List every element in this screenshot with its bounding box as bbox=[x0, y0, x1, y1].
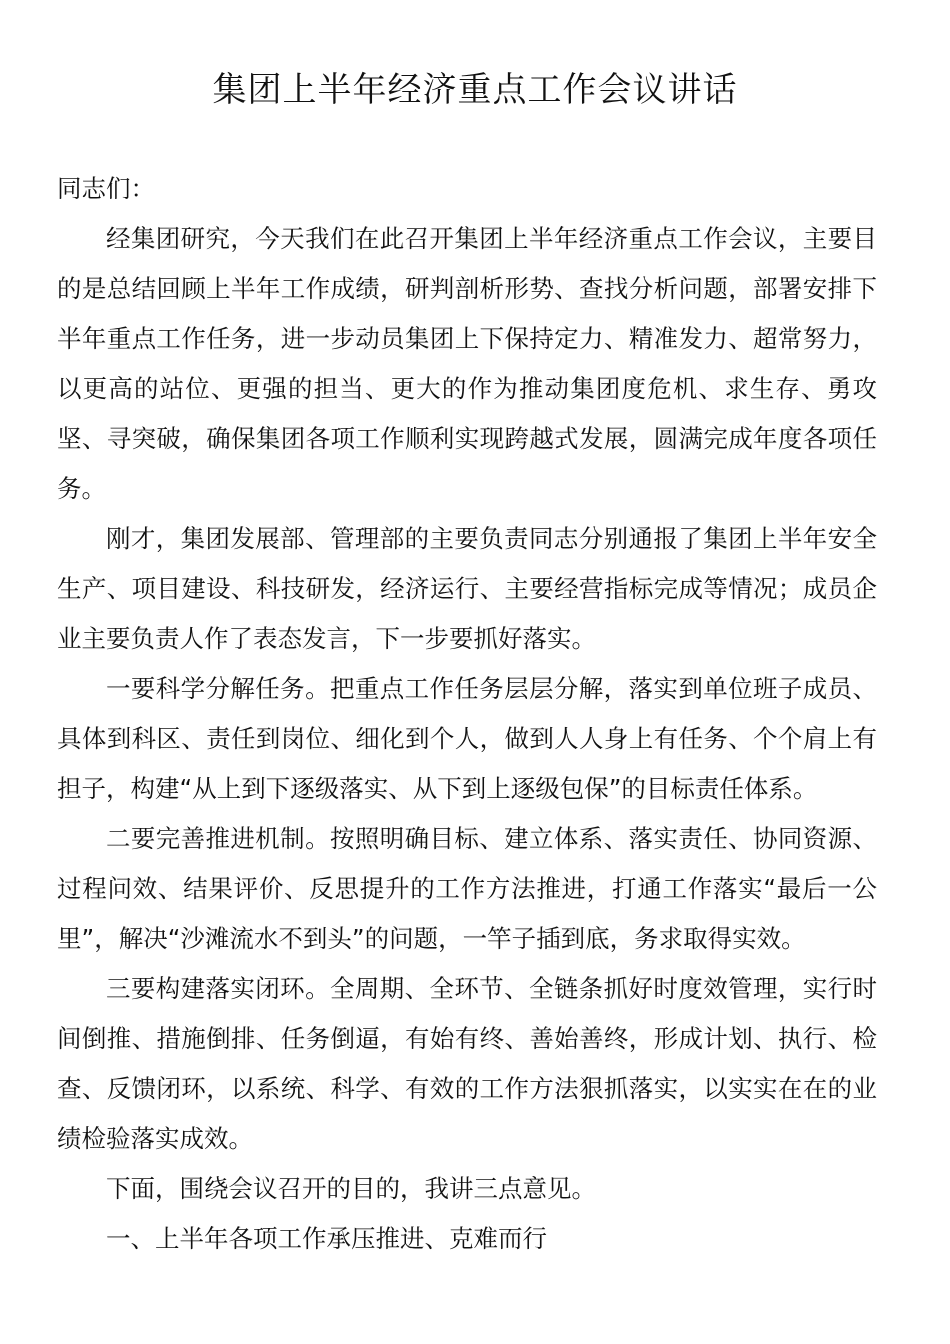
paragraph-transition: 下面，围绕会议召开的目的，我讲三点意见。 bbox=[106, 1174, 596, 1203]
paragraph-reports: 刚才，集团发展部、管理部的主要负责同志分别通报了集团上半年安全生产、项目建设、科技研发，经济运行、主要经营指标完成等情况；成员企业主要负责人作了表态发言，下一步要抓好落实。 bbox=[57, 524, 877, 653]
section-heading-one: 一、上半年各项工作承压推进、克难而行 bbox=[106, 1224, 547, 1253]
salutation: 同志们： bbox=[57, 174, 155, 203]
paragraph-task-decomposition: 一要科学分解任务。把重点工作任务层层分解，落实到单位班子成员、具体到科区、责任到岗位、细化到个人，做到人人身上有任务、个个肩上有担子，构建“从上到下逐级落实、从下到上逐级包保”的目标责任体系。 bbox=[57, 674, 877, 803]
paragraph-mechanism: 二要完善推进机制。按照明确目标、建立体系、落实责任、协同资源、过程问效、结果评价、反思提升的工作方法推进，打通工作落实“最后一公里”，解决“沙滩流水不到头”的问题，一竿子插到底，务求取得实效。 bbox=[57, 824, 877, 953]
paragraph-closed-loop: 三要构建落实闭环。全周期、全环节、全链条抓好时度效管理，实行时间倒推、措施倒排、任务倒逼，有始有终、善始善终，形成计划、执行、检查、反馈闭环，以系统、科学、有效的工作方法狠抓落实，以实实在在的业绩检验落实成效。 bbox=[57, 974, 877, 1153]
paragraph-opening: 经集团研究，今天我们在此召开集团上半年经济重点工作会议，主要目的是总结回顾上半年工作成绩，研判剖析形势、查找分析问题，部署安排下半年重点工作任务，进一步动员集团上下保持定力、精准发力、超常努力，以更高的站位、更强的担当、更大的作为推动集团度危机、求生存、勇攻坚、寻突破，确保集团各项工作顺利实现跨越式发展，圆满完成年度各项任务。 bbox=[57, 224, 877, 503]
document-body bbox=[57, 164, 877, 1264]
document-title: 集团上半年经济重点工作会议讲话 bbox=[212, 70, 738, 110]
